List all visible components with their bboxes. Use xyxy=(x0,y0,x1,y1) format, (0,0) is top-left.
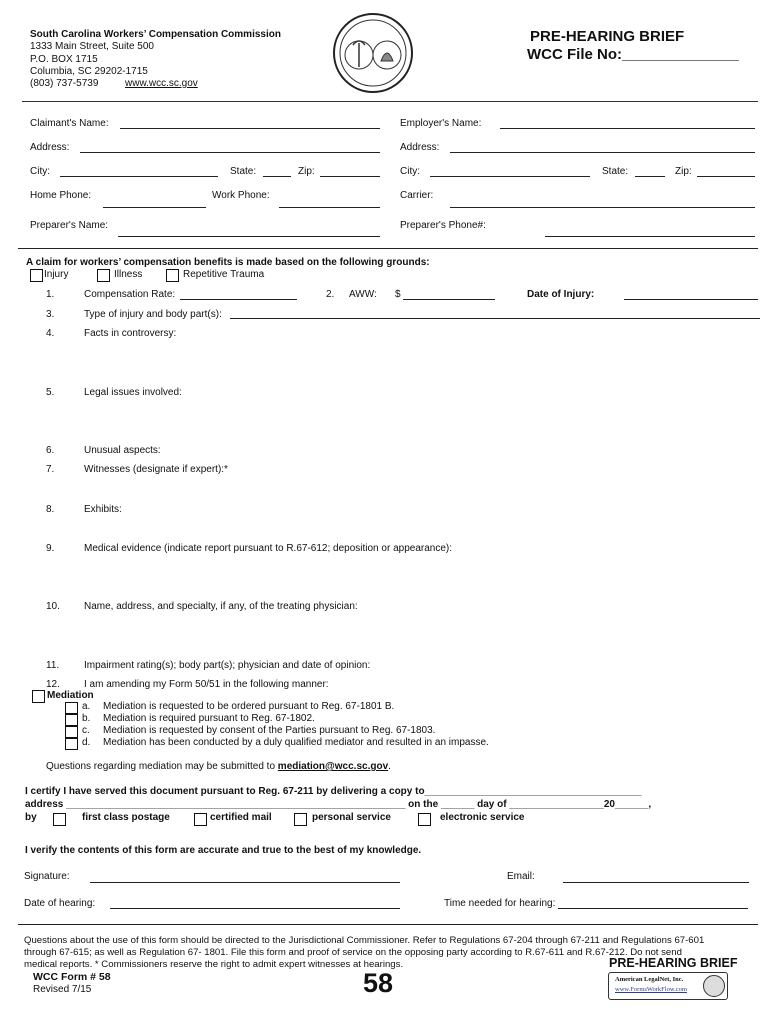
claimant-address-field[interactable] xyxy=(80,152,380,153)
claimant-city-field[interactable] xyxy=(60,176,218,177)
electronic-service-checkbox[interactable] xyxy=(418,813,431,826)
employer-city-label: City: xyxy=(400,166,420,177)
item-number: 4. xyxy=(46,328,55,339)
exhibits-label: Exhibits: xyxy=(84,504,122,515)
repetitive-trauma-label: Repetitive Trauma xyxy=(183,269,265,280)
mediation-questions xyxy=(46,761,391,772)
footer-note-line2: through 67-615; as well as Regulation 67- 1801. File this form and proof of service on the opposing party according to R.67-611 and R.67-212. Do not send xyxy=(24,947,682,958)
claimant-state-label: State: xyxy=(230,166,257,177)
medical-evidence-label: Medical evidence (indicate report pursuant to R.67-612; deposition or appearance): xyxy=(84,543,452,554)
mediation-label: Mediation xyxy=(47,690,94,701)
item-number: 7. xyxy=(46,464,55,475)
mediation-c-checkbox[interactable] xyxy=(65,726,78,738)
item-number: 10. xyxy=(46,601,60,612)
agency-address-line3: Columbia, SC 29202-1715 xyxy=(30,66,148,77)
certified-mail-checkbox[interactable] xyxy=(194,813,207,826)
compensation-rate-field[interactable] xyxy=(180,299,297,300)
employer-name-label: Employer's Name: xyxy=(400,118,482,129)
preparer-name-label: Preparer's Name: xyxy=(30,220,109,231)
injury-label: Injury xyxy=(44,269,69,280)
carrier-label: Carrier: xyxy=(400,190,434,201)
home-phone-label: Home Phone: xyxy=(30,190,92,201)
repetitive-trauma-checkbox[interactable] xyxy=(166,269,179,282)
item-number: 2. xyxy=(326,289,335,300)
first-class-postage-label: first class postage xyxy=(82,812,170,823)
injury-type-field[interactable] xyxy=(230,318,760,319)
amend-form-label: I am amending my Form 50/51 in the following manner: xyxy=(84,679,329,690)
verify-statement: I verify the contents of this form are accurate and true to the best of my knowledge. xyxy=(25,845,422,856)
footer-note-line1: Questions about the use of this form should be directed to the Jurisdictional Commissioner. Refer to Regulations 67-204 through 67-211 and Regulations 67-601 xyxy=(24,935,705,946)
claimant-state-field[interactable] xyxy=(263,176,291,177)
page-title: PRE-HEARING BRIEF xyxy=(530,28,685,45)
claim-grounds-heading: A claim for workers’ compensation benefits is made based on the following grounds: xyxy=(26,257,430,268)
time-needed-field[interactable] xyxy=(558,908,748,909)
dollar-sign: $ xyxy=(395,289,401,300)
mediation-d-text: Mediation has been conducted by a duly qualified mediator and resulted in an impasse. xyxy=(103,737,489,748)
publisher-name: American LegalNet, Inc. xyxy=(615,976,684,983)
carrier-field[interactable] xyxy=(450,207,755,208)
personal-service-checkbox[interactable] xyxy=(294,813,307,826)
claimant-name-label: Claimant's Name: xyxy=(30,118,109,129)
item-number: 8. xyxy=(46,504,55,515)
certify-statement: I certify I have served this document pursuant to Reg. 67-211 by delivering a copy to_______________________________________ xyxy=(25,786,642,797)
item-number: 5. xyxy=(46,387,55,398)
aww-field[interactable] xyxy=(403,299,495,300)
publisher-url-link[interactable]: www.FormsWorkFlow.com xyxy=(615,986,687,993)
item-number: 3. xyxy=(46,309,55,320)
mediation-d-letter: d. xyxy=(82,737,91,748)
email-label: Email: xyxy=(507,871,535,882)
mediation-b-letter: b. xyxy=(82,713,91,724)
agency-phone: (803) 737-5739 xyxy=(30,78,99,89)
employer-address-field[interactable] xyxy=(450,152,755,153)
work-phone-label: Work Phone: xyxy=(212,190,270,201)
email-field[interactable] xyxy=(563,882,749,883)
employer-city-field[interactable] xyxy=(430,176,590,177)
date-of-hearing-label: Date of hearing: xyxy=(24,898,96,909)
agency-name: South Carolina Workers’ Compensation Commission xyxy=(30,29,281,40)
form-number: WCC Form # 58 xyxy=(33,971,111,983)
item-number: 1. xyxy=(46,289,55,300)
aww-label: AWW: xyxy=(349,289,377,300)
signature-label: Signature: xyxy=(24,871,70,882)
footer-note-line3: medical reports. * Commissioners reserve the right to admit expert witnesses at hearings. xyxy=(24,959,404,970)
impairment-rating-label: Impairment rating(s); body part(s); physician and date of opinion: xyxy=(84,660,371,671)
mediation-d-checkbox[interactable] xyxy=(65,738,78,750)
electronic-service-label: electronic service xyxy=(440,812,525,823)
employer-state-label: State: xyxy=(602,166,629,177)
form-revised-date: Revised 7/15 xyxy=(33,984,92,995)
mediation-a-text: Mediation is requested to be ordered pursuant to Reg. 67-1801 B. xyxy=(103,701,395,712)
mediation-email-link[interactable]: mediation@wcc.sc.gov xyxy=(277,761,389,772)
mediation-c-text: Mediation is requested by consent of the Parties pursuant to Reg. 67-1803. xyxy=(103,725,436,736)
employer-state-field[interactable] xyxy=(635,176,665,177)
mediation-a-checkbox[interactable] xyxy=(65,702,78,714)
date-of-hearing-field[interactable] xyxy=(110,908,400,909)
claimant-zip-label: Zip: xyxy=(298,166,315,177)
certified-mail-label: certified mail xyxy=(210,812,272,823)
agency-website-link[interactable]: www.wcc.sc.gov xyxy=(125,78,198,89)
publisher-badge xyxy=(608,972,728,1000)
agency-address-line1: 1333 Main Street, Suite 500 xyxy=(30,41,154,52)
first-class-postage-checkbox[interactable] xyxy=(53,813,66,826)
unusual-aspects-label: Unusual aspects: xyxy=(84,445,161,456)
compensation-rate-label: Compensation Rate: xyxy=(84,289,176,300)
mediation-b-text: Mediation is required pursuant to Reg. 67-1802. xyxy=(103,713,315,724)
certify-address-line: address _____________________________________________________________ on the ______ day of _________________20______, xyxy=(25,799,652,810)
certify-by-label: by xyxy=(25,812,37,823)
claimant-city-label: City: xyxy=(30,166,50,177)
date-of-injury-label: Date of Injury: xyxy=(527,289,595,300)
claimant-name-field[interactable] xyxy=(120,128,380,129)
footer-title: PRE-HEARING BRIEF xyxy=(609,956,738,970)
publisher-logo-icon xyxy=(703,975,725,997)
preparer-phone-field[interactable] xyxy=(545,236,755,237)
injury-type-label: Type of injury and body part(s): xyxy=(84,309,222,320)
employer-name-field[interactable] xyxy=(500,128,755,129)
work-phone-field[interactable] xyxy=(279,207,380,208)
home-phone-field[interactable] xyxy=(103,207,206,208)
preparer-phone-label: Preparer's Phone#: xyxy=(400,220,486,231)
item-number: 9. xyxy=(46,543,55,554)
legal-issues-label: Legal issues involved: xyxy=(84,387,182,398)
mediation-questions-period: . xyxy=(388,761,391,772)
employer-zip-label: Zip: xyxy=(675,166,692,177)
agency-address-line2: P.O. BOX 1715 xyxy=(30,54,98,65)
item-number: 11. xyxy=(46,660,60,671)
claimant-zip-field[interactable] xyxy=(320,176,380,177)
mediation-questions-text: Questions regarding mediation may be submitted to xyxy=(46,761,276,772)
form-big-number: 58 xyxy=(363,968,394,998)
preparer-name-field[interactable] xyxy=(118,236,380,237)
item-number: 6. xyxy=(46,445,55,456)
mediation-a-letter: a. xyxy=(82,701,91,712)
illness-label: Illness xyxy=(114,269,143,280)
injury-checkbox[interactable] xyxy=(30,269,43,282)
treating-physician-label: Name, address, and specialty, if any, of the treating physician: xyxy=(84,601,358,612)
signature-field[interactable] xyxy=(90,882,400,883)
state-seal-icon xyxy=(333,13,413,93)
personal-service-label: personal service xyxy=(312,812,391,823)
mediation-b-checkbox[interactable] xyxy=(65,714,78,726)
employer-zip-field[interactable] xyxy=(697,176,755,177)
witnesses-label: Witnesses (designate if expert):* xyxy=(84,464,228,475)
employer-address-label: Address: xyxy=(400,142,440,153)
date-of-injury-field[interactable] xyxy=(624,299,758,300)
time-needed-label: Time needed for hearing: xyxy=(444,898,556,909)
wcc-file-number: WCC File No:______________ xyxy=(527,46,739,63)
claimant-address-label: Address: xyxy=(30,142,70,153)
item-number: 12. xyxy=(46,679,60,690)
mediation-c-letter: c. xyxy=(82,725,90,736)
mediation-checkbox[interactable] xyxy=(32,690,45,703)
illness-checkbox[interactable] xyxy=(97,269,110,282)
facts-in-controversy-label: Facts in controversy: xyxy=(84,328,177,339)
